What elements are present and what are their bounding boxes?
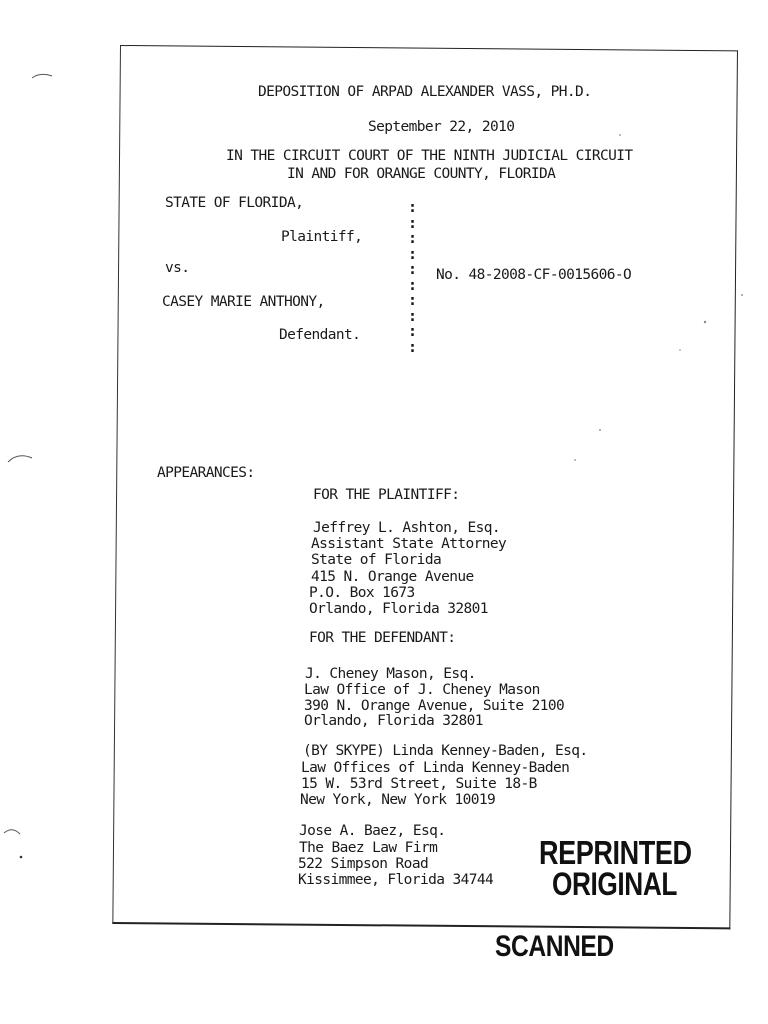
plaintiff-role: Plaintiff, [281, 229, 363, 245]
counsel-line: 15 W. 53rd Street, Suite 18-B [301, 776, 537, 792]
appearances-heading: APPEARANCES: [157, 465, 255, 481]
reprinted-stamp: REPRINTED [539, 834, 692, 871]
plaintiff-counsel-heading: FOR THE PLAINTIFF: [313, 487, 460, 503]
counsel-line: (BY SKYPE) Linda Kenney-Baden, Esq. [303, 743, 588, 759]
counsel-line: New York, New York 10019 [300, 792, 496, 808]
deposition-title: DEPOSITION OF ARPAD ALEXANDER VASS, PH.D. [258, 84, 592, 100]
caption-colon-column: : : : : : : : : : : [408, 198, 418, 356]
counsel-line: J. Cheney Mason, Esq. [305, 666, 476, 682]
case-number: No. 48-2008-CF-0015606-O [436, 267, 632, 283]
counsel-line: P.O. Box 1673 [309, 585, 415, 601]
defendant-role: Defendant. [279, 327, 361, 343]
original-stamp: ORIGINAL [552, 866, 677, 902]
versus-label: vs. [165, 260, 190, 276]
defendant-counsel-heading: FOR THE DEFENDANT: [309, 630, 456, 646]
counsel-line: Orlando, Florida 32801 [309, 601, 488, 617]
deposition-date: September 22, 2010 [368, 119, 515, 135]
counsel-line: Law Offices of Linda Kenney-Baden [301, 760, 570, 776]
defendant-name: CASEY MARIE ANTHONY, [162, 294, 325, 310]
counsel-line: Jose A. Baez, Esq. [299, 823, 446, 839]
counsel-line: Orlando, Florida 32801 [304, 713, 483, 729]
counsel-line: The Baez Law Firm [299, 840, 438, 856]
counsel-line: 522 Simpson Road [298, 856, 429, 872]
court-line-2: IN AND FOR ORANGE COUNTY, FLORIDA [287, 166, 556, 182]
counsel-line: 390 N. Orange Avenue, Suite 2100 [304, 698, 565, 714]
counsel-line: 415 N. Orange Avenue [311, 569, 474, 585]
court-line-1: IN THE CIRCUIT COURT OF THE NINTH JUDICIAL CIRCUIT [226, 148, 633, 164]
counsel-line: Assistant State Attorney [311, 536, 507, 552]
counsel-line: Kissimmee, Florida 34744 [298, 872, 494, 888]
scanned-stamp: SCANNED [495, 930, 614, 963]
counsel-line: Law Office of J. Cheney Mason [304, 682, 540, 698]
counsel-line: State of Florida [311, 552, 442, 568]
counsel-line: Jeffrey L. Ashton, Esq. [313, 520, 500, 536]
plaintiff-name: STATE OF FLORIDA, [165, 195, 304, 211]
